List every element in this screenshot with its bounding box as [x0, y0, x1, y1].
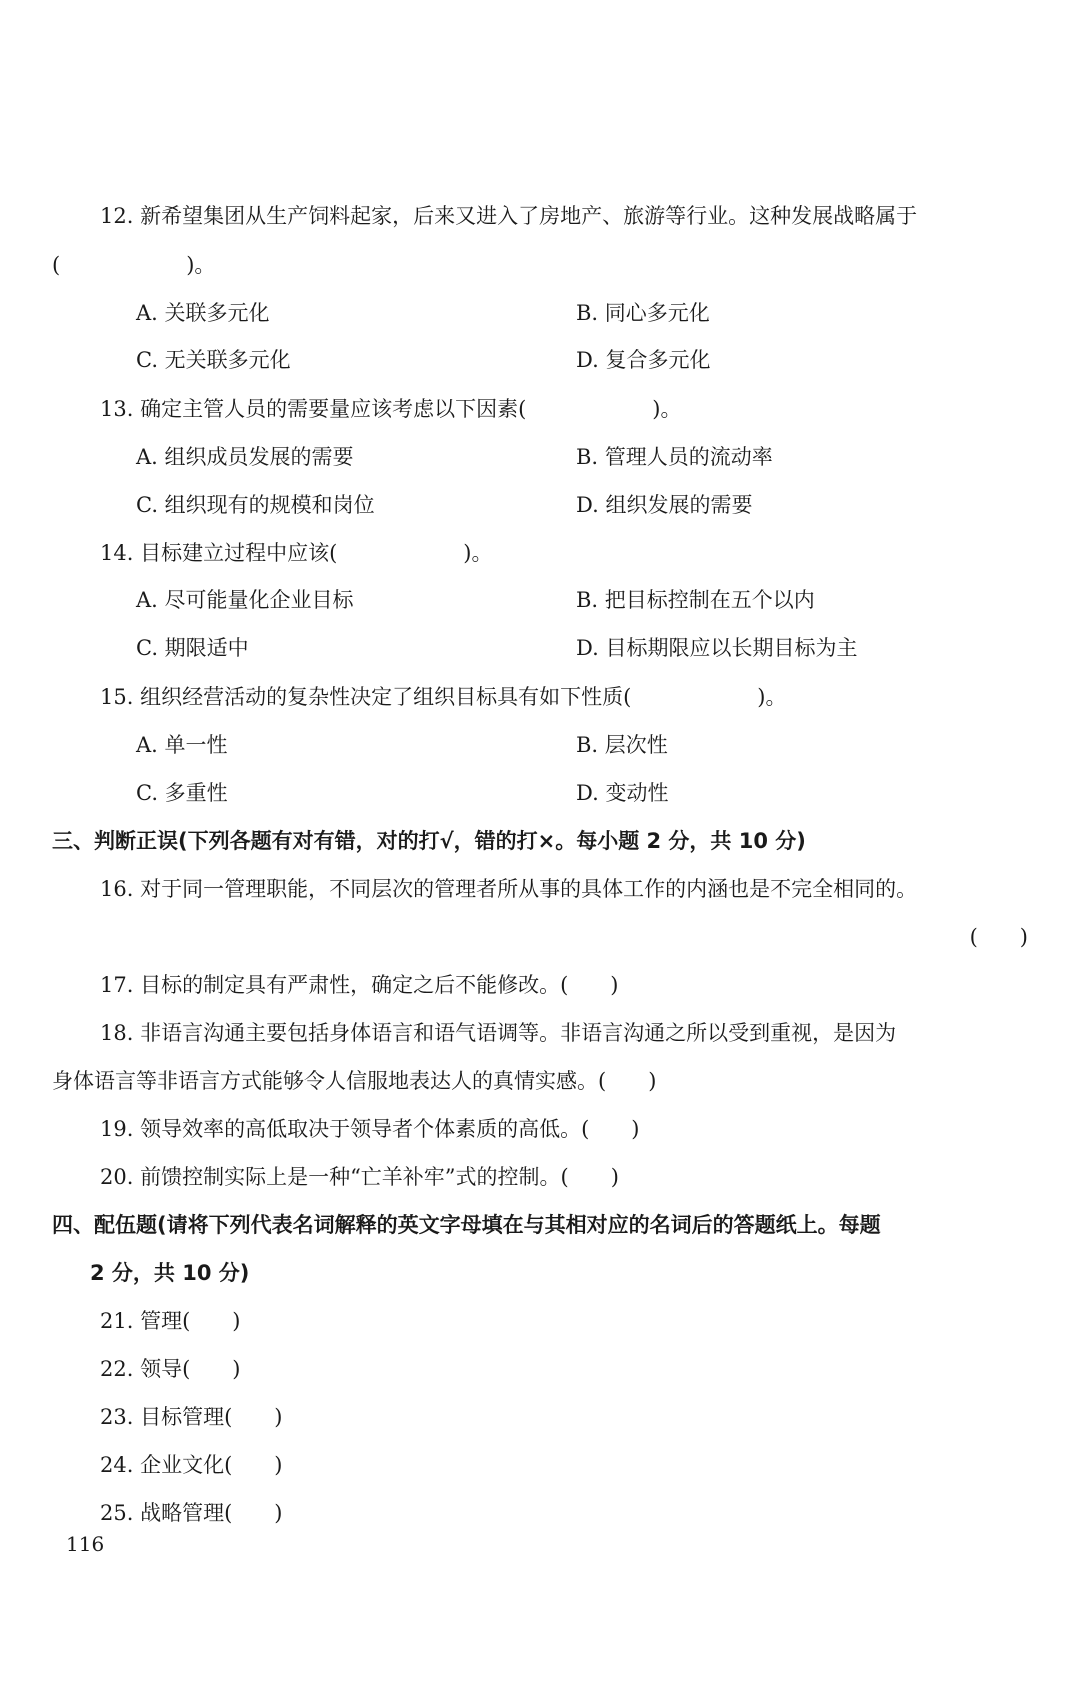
page-number: 116 — [66, 1532, 105, 1556]
q14-option-d: D. 目标期限应以长期目标为主 — [576, 636, 858, 660]
q13-option-d: D. 组织发展的需要 — [576, 493, 753, 517]
q21-text: 21. 管理( ) — [100, 1309, 241, 1333]
q13-option-a: A. 组织成员发展的需要 — [136, 445, 354, 469]
section4-heading-cont: 2 分，共 10 分) — [90, 1261, 250, 1285]
q13-stem: 13. 确定主管人员的需要量应该考虑以下因素( )。 — [100, 397, 682, 421]
q20-text: 20. 前馈控制实际上是一种“亡羊补牢”式的控制。( ) — [100, 1165, 619, 1189]
q18-text-cont: 身体语言等非语言方式能够令人信服地表达人的真情实感。( ) — [52, 1069, 657, 1093]
q14-option-a: A. 尽可能量化企业目标 — [136, 588, 354, 612]
section3-heading: 三、判断正误(下列各题有对有错，对的打√，错的打×。每小题 2 分，共 10 分) — [52, 829, 806, 853]
q12-stem-blank: ( )。 — [52, 253, 216, 277]
q15-option-a: A. 单一性 — [136, 733, 228, 757]
q18-text: 18. 非语言沟通主要包括身体语言和语气语调等。非语言沟通之所以受到重视，是因为 — [100, 1021, 897, 1045]
q13-option-b: B. 管理人员的流动率 — [576, 445, 773, 469]
q14-stem: 14. 目标建立过程中应该( )。 — [100, 541, 493, 565]
q12-option-b: B. 同心多元化 — [576, 301, 710, 325]
q12-option-c: C. 无关联多元化 — [136, 348, 291, 372]
q15-option-c: C. 多重性 — [136, 781, 228, 805]
q22-text: 22. 领导( ) — [100, 1357, 241, 1381]
section4-heading: 四、配伍题(请将下列代表名词解释的英文字母填在与其相对应的名词后的答题纸上。每题 — [52, 1213, 881, 1237]
q13-option-c: C. 组织现有的规模和岗位 — [136, 493, 375, 517]
q15-option-b: B. 层次性 — [576, 733, 668, 757]
q24-text: 24. 企业文化( ) — [100, 1453, 283, 1477]
q14-option-c: C. 期限适中 — [136, 636, 249, 660]
q17-text: 17. 目标的制定具有严肃性，确定之后不能修改。( ) — [100, 973, 619, 997]
q12-option-a: A. 关联多元化 — [136, 301, 270, 325]
q25-text: 25. 战略管理( ) — [100, 1501, 283, 1525]
q16-answer-blank: ( ) — [969, 925, 1028, 949]
q15-option-d: D. 变动性 — [576, 781, 669, 805]
q16-text: 16. 对于同一管理职能，不同层次的管理者所从事的具体工作的内涵也是不完全相同的。 — [100, 877, 918, 901]
q12-stem: 12. 新希望集团从生产饲料起家，后来又进入了房地产、旅游等行业。这种发展战略属于 — [100, 204, 918, 228]
q15-stem: 15. 组织经营活动的复杂性决定了组织目标具有如下性质( )。 — [100, 685, 787, 709]
q14-option-b: B. 把目标控制在五个以内 — [576, 588, 815, 612]
q23-text: 23. 目标管理( ) — [100, 1405, 283, 1429]
q12-option-d: D. 复合多元化 — [576, 348, 711, 372]
q19-text: 19. 领导效率的高低取决于领导者个体素质的高低。( ) — [100, 1117, 640, 1141]
